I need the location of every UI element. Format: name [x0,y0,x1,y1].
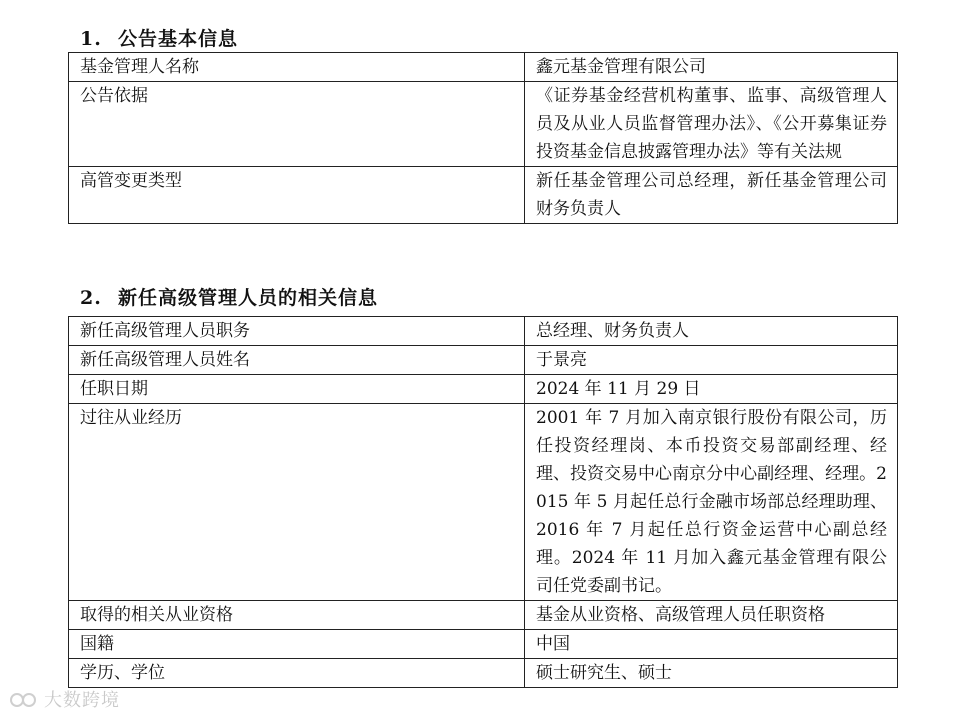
new-executive-table [68,316,898,688]
watermark [10,686,120,712]
row-label: 新任高级管理人员职务 [69,317,525,346]
section-title-new-executive [80,283,378,310]
row-value: 中国 [525,630,898,659]
row-value: 2001 年 7 月加入南京银行股份有限公司，历任投资经理岗、本币投资交易部副经理、经理、投资交易中心南京分中心副经理、经理。2015 年 5 月起任总行金融市场部总经理助理、2016 年 7 月起任总行资金运营中心副总经理。2024 年 11 月加入鑫元基金管理有限公司任党委副书记。 [525,404,898,601]
row-value: 硕士研究生、硕士 [525,659,898,688]
row-label: 学历、学位 [69,659,525,688]
table-row [69,404,898,601]
row-label: 取得的相关从业资格 [69,601,525,630]
row-value: 总经理、财务负责人 [525,317,898,346]
row-label: 国籍 [69,630,525,659]
table-row [69,82,898,167]
row-label: 高管变更类型 [69,167,525,224]
row-label: 基金管理人名称 [69,53,525,82]
row-value: 基金从业资格、高级管理人员任职资格 [525,601,898,630]
row-value: 鑫元基金管理有限公司 [525,53,898,82]
table-row [69,659,898,688]
table-row [69,167,898,224]
section-title-text: 公告基本信息 [118,28,239,50]
watermark-text: 大数跨境 [44,690,120,711]
section-number: 1. [80,28,102,50]
brand-logo-icon [10,691,40,707]
row-label: 任职日期 [69,375,525,404]
row-value: 于景亮 [525,346,898,375]
table-row [69,53,898,82]
row-value: 《证券基金经营机构董事、监事、高级管理人员及从业人员监督管理办法》、《公开募集证券投资基金信息披露管理办法》等有关法规 [525,82,898,167]
section-number: 2. [80,287,102,309]
section-title-basic-info [80,24,238,51]
basic-info-table [68,52,898,224]
table-row [69,346,898,375]
row-label: 公告依据 [69,82,525,167]
table-row [69,375,898,404]
row-value: 2024 年 11 月 29 日 [525,375,898,404]
table-row [69,601,898,630]
table-row [69,317,898,346]
row-label: 新任高级管理人员姓名 [69,346,525,375]
table-row [69,630,898,659]
section-title-text: 新任高级管理人员的相关信息 [118,287,379,309]
row-label: 过往从业经历 [69,404,525,601]
row-value: 新任基金管理公司总经理，新任基金管理公司财务负责人 [525,167,898,224]
